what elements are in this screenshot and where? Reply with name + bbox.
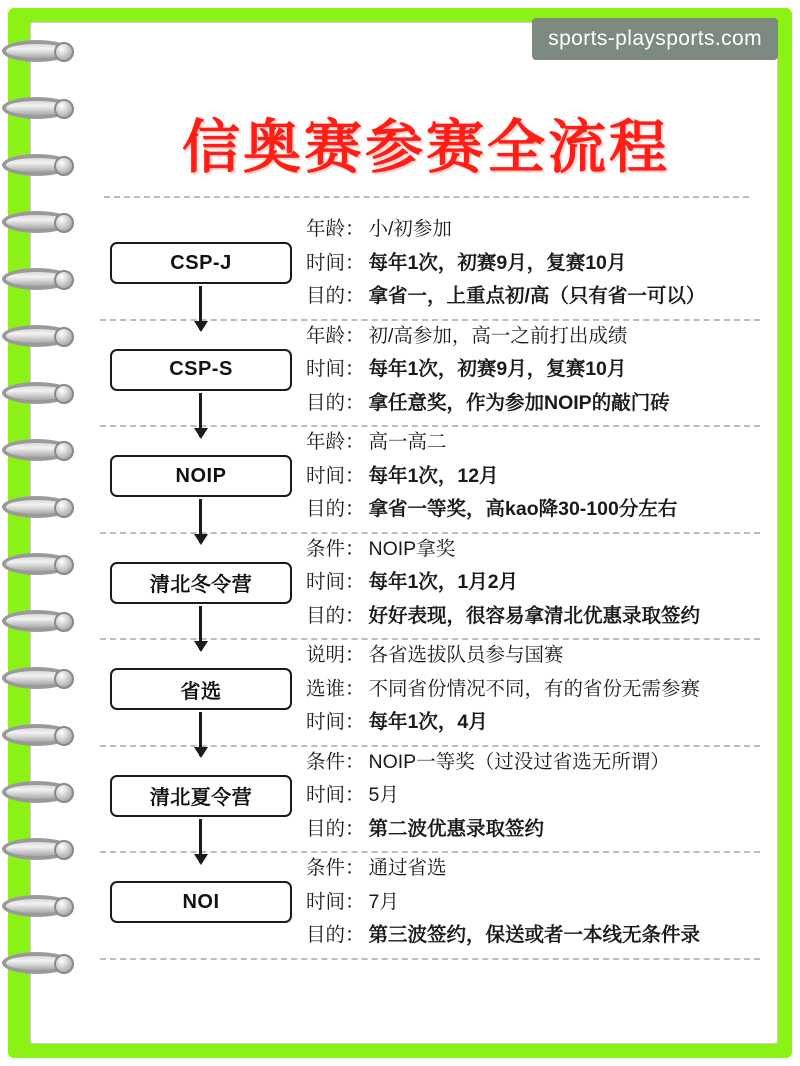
flow-detail-line xyxy=(306,500,760,520)
detail-label: 选谁： xyxy=(306,677,365,700)
detail-value: 每年1次，1月2月 xyxy=(368,571,519,593)
detail-label: 目的： xyxy=(306,817,365,840)
spiral-binding xyxy=(2,40,80,1020)
spiral-ring xyxy=(2,325,72,351)
detail-label: 时间： xyxy=(306,784,365,806)
spiral-ring xyxy=(2,382,72,408)
spiral-ring xyxy=(2,724,72,750)
detail-label: 时间： xyxy=(306,464,365,487)
detail-label: 条件： xyxy=(306,857,365,879)
flow-detail-group xyxy=(300,321,760,414)
spiral-ring xyxy=(2,211,72,237)
detail-label: 目的： xyxy=(306,924,365,946)
detail-value: 每年1次，初赛9月，复赛10月 xyxy=(368,251,627,274)
detail-value: 拿省一等奖，高kao降30-100分左右 xyxy=(368,498,678,520)
detail-label: 年龄： xyxy=(306,431,365,453)
detail-value: 5月 xyxy=(368,784,399,806)
detail-value: 每年1次，初赛9月，复赛10月 xyxy=(368,358,627,380)
flow-detail-line xyxy=(306,537,760,560)
flow-step xyxy=(100,427,760,520)
flow-detail-group xyxy=(300,214,760,307)
detail-value: 各省选拔队员参与国赛 xyxy=(368,644,564,666)
detail-value: 7月 xyxy=(368,890,399,913)
flow-step xyxy=(100,747,760,840)
flow-detail-line xyxy=(306,786,760,806)
detail-label: 时间： xyxy=(306,251,365,274)
flow-detail-group xyxy=(300,853,760,946)
flow-node[interactable]: 省选 xyxy=(110,668,292,710)
spiral-ring xyxy=(2,97,72,123)
detail-value: 拿任意奖，作为参加NOIP的敲门砖 xyxy=(368,391,670,414)
detail-value: 高一高二 xyxy=(368,431,447,453)
detail-value: 初/高参加，高一之前打出成绩 xyxy=(368,324,628,347)
flowchart xyxy=(100,214,760,960)
detail-label: 时间： xyxy=(306,358,365,380)
spiral-ring xyxy=(2,952,72,978)
detail-value: NOIP拿奖 xyxy=(368,537,456,560)
flow-detail-line xyxy=(306,750,760,773)
detail-label: 时间： xyxy=(306,571,365,593)
detail-value: 第二波优惠录取签约 xyxy=(368,817,545,840)
page-title: 信奥赛参赛全流程 xyxy=(181,113,670,181)
spiral-ring xyxy=(2,781,72,807)
flow-step xyxy=(100,321,760,414)
flow-detail-line xyxy=(306,677,760,700)
detail-value: 不同省份情况不同，有的省份无需参赛 xyxy=(368,677,701,700)
detail-value: 拿省一，上重点初/高（只有省一可以） xyxy=(368,285,706,307)
spiral-ring xyxy=(2,40,72,66)
detail-label: 年龄： xyxy=(306,218,365,240)
detail-value: 好好表现，很容易拿清北优惠录取签约 xyxy=(368,604,701,627)
flow-node[interactable]: NOI xyxy=(110,881,292,923)
detail-value: 通过省选 xyxy=(368,857,447,879)
spiral-ring xyxy=(2,268,72,294)
flow-detail-line xyxy=(306,391,760,414)
spiral-ring xyxy=(2,553,72,579)
flow-detail-line xyxy=(306,360,760,380)
flow-node[interactable]: 清北冬令营 xyxy=(110,562,292,604)
flow-detail-group xyxy=(300,427,760,520)
flow-detail-line xyxy=(306,646,760,666)
step-divider xyxy=(100,958,760,960)
flow-detail-group xyxy=(300,534,760,627)
detail-label: 目的： xyxy=(306,285,365,307)
flow-detail-line xyxy=(306,859,760,879)
watermark-badge: sports-playsports.com xyxy=(532,18,778,60)
flow-node[interactable]: CSP-S xyxy=(110,349,292,391)
title-divider xyxy=(104,196,749,198)
detail-label: 目的： xyxy=(306,604,365,627)
flow-step xyxy=(100,853,760,946)
flow-detail-line xyxy=(306,573,760,593)
flow-detail-line xyxy=(306,324,760,347)
spiral-ring xyxy=(2,496,72,522)
flow-detail-line xyxy=(306,464,760,487)
flow-node[interactable]: 清北夏令营 xyxy=(110,775,292,817)
flow-step xyxy=(100,534,760,627)
flow-detail-line xyxy=(306,220,760,240)
detail-label: 条件： xyxy=(306,537,365,560)
spiral-ring xyxy=(2,895,72,921)
flow-detail-group xyxy=(300,640,760,733)
flow-detail-line xyxy=(306,251,760,274)
spiral-ring xyxy=(2,439,72,465)
flow-detail-line xyxy=(306,433,760,453)
detail-label: 说明： xyxy=(306,644,365,666)
detail-label: 时间： xyxy=(306,890,365,913)
flow-detail-line xyxy=(306,604,760,627)
flow-detail-line xyxy=(306,817,760,840)
detail-value: 每年1次，4月 xyxy=(368,711,488,733)
flow-node[interactable]: CSP-J xyxy=(110,242,292,284)
detail-value: 每年1次，12月 xyxy=(368,464,499,487)
detail-label: 年龄： xyxy=(306,324,365,347)
flow-detail-line xyxy=(306,713,760,733)
flow-step xyxy=(100,640,760,733)
detail-value: 第三波签约，保送或者一本线无条件录 xyxy=(368,924,701,946)
spiral-ring xyxy=(2,838,72,864)
flow-detail-line xyxy=(306,926,760,946)
flow-detail-group xyxy=(300,747,760,840)
detail-label: 目的： xyxy=(306,391,365,414)
detail-label: 目的： xyxy=(306,498,365,520)
detail-value: 小/初参加 xyxy=(368,218,452,240)
detail-value: NOIP一等奖（过没过省选无所谓） xyxy=(368,750,670,773)
spiral-ring xyxy=(2,610,72,636)
detail-label: 条件： xyxy=(306,750,365,773)
flow-detail-line xyxy=(306,287,760,307)
detail-label: 时间： xyxy=(306,711,365,733)
spiral-ring xyxy=(2,154,72,180)
flow-detail-line xyxy=(306,890,760,913)
flow-node[interactable]: NOIP xyxy=(110,455,292,497)
spiral-ring xyxy=(2,667,72,693)
flow-step xyxy=(100,214,760,307)
